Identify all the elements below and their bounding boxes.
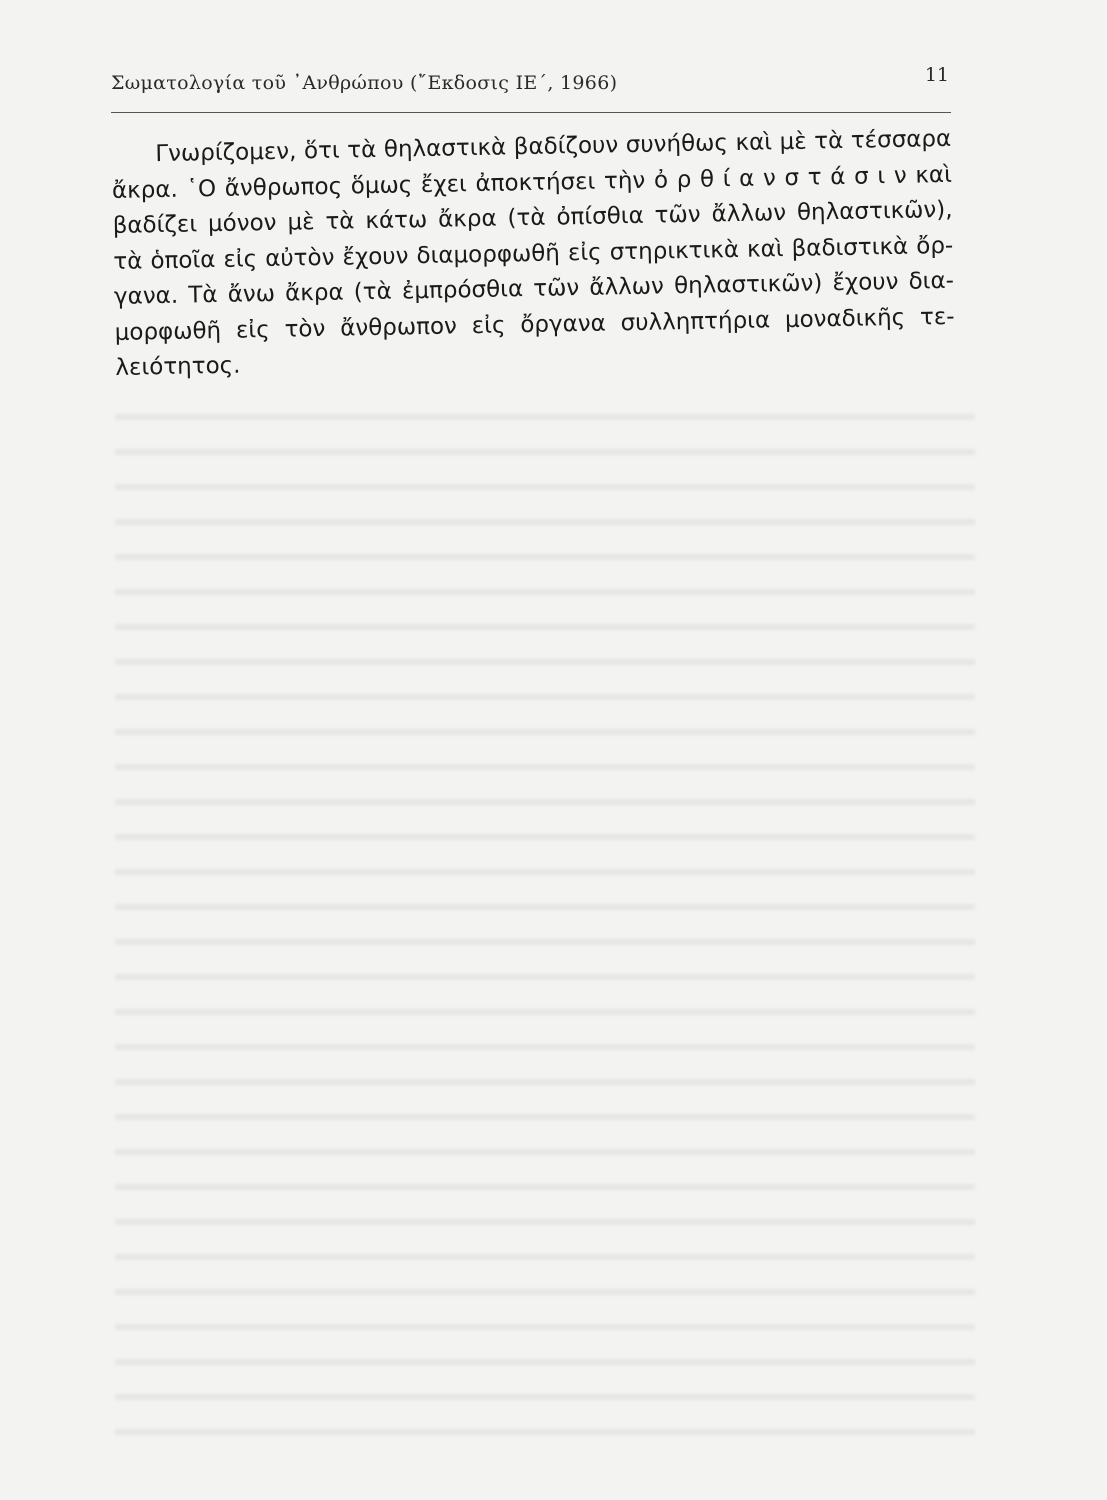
paragraph-line: λειότητος. xyxy=(115,352,241,381)
running-header xyxy=(111,64,951,113)
paragraph-line: γανα. Τὰ ἄνω ἄκρα (τὰ ἐμπρόσθια τῶν ἄλλων θηλαστικῶν) ἔχουν δια- xyxy=(113,267,955,310)
paragraph-line: μορφωθῆ εἰς τὸν ἄνθρωπον εἰς ὄργανα συλληπτήρια μοναδικῆς τε- xyxy=(114,303,955,346)
paragraph-line: ἄκρα. ῾Ο ἄνθρωπος ὅμως ἔχει ἀποκτήσει τὴν ὀ ρ θ ί α ν σ τ ά σ ι ν καὶ xyxy=(111,161,953,204)
paragraph-line: βαδίζει μόνον μὲ τὰ κάτω ἄκρα (τὰ ὀπίσθια τῶν ἄλλων θηλαστικῶν), xyxy=(112,196,953,239)
paragraph-line: Γνωρίζομεν, ὅτι τὰ θηλαστικὰ βαδίζουν συνήθως καὶ μὲ τὰ τέσσαρα xyxy=(155,125,952,168)
paragraph-line: τὰ ὁποῖα εἰς αὐτὸν ἔχουν διαμορφωθῆ εἰς στηρικτικὰ καὶ βαδιστικὰ ὄρ- xyxy=(113,232,954,275)
body-paragraph xyxy=(111,122,956,387)
running-title: Σωματολογία τοῦ ᾿Ανθρώπου (῎Εκδοσις ΙΕ΄, 1966) xyxy=(111,72,618,94)
bleed-through-texture xyxy=(115,400,975,1450)
page-number: 11 xyxy=(924,64,949,86)
